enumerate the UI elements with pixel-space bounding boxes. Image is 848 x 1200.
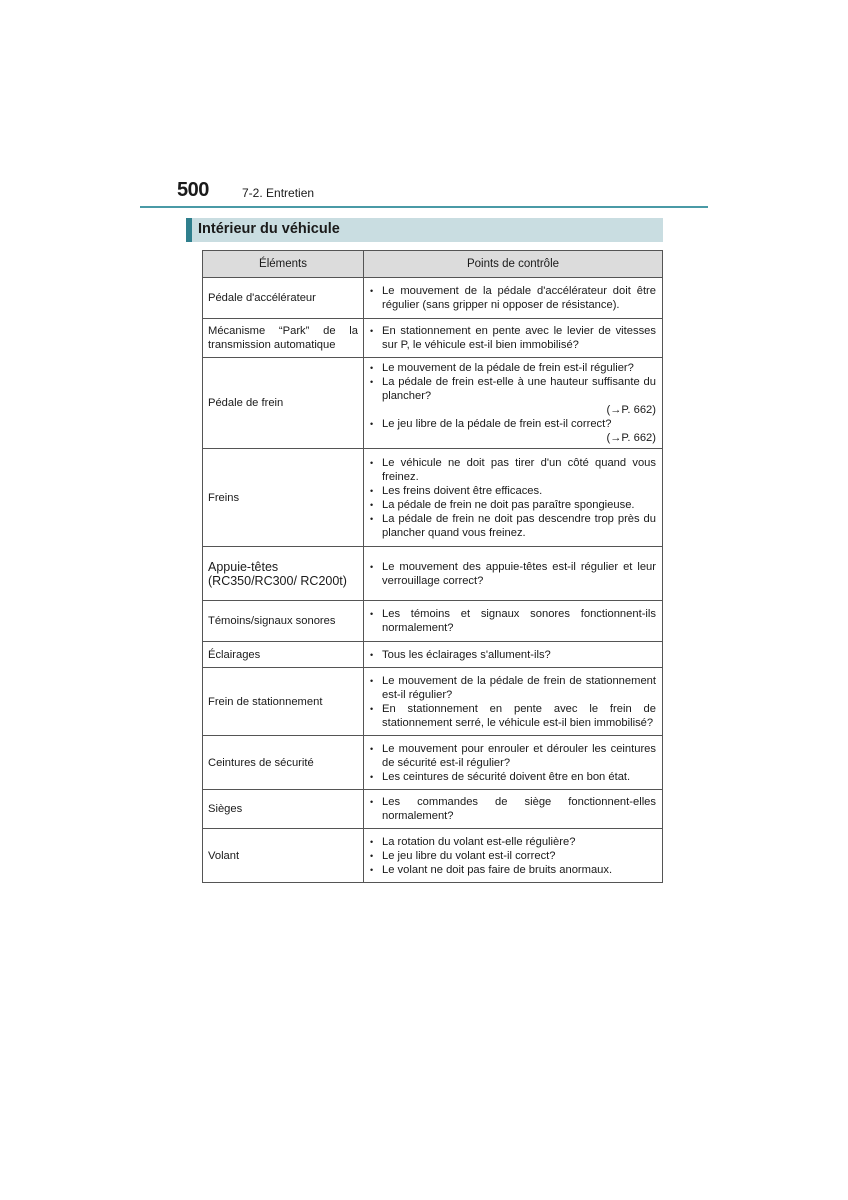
check-point: • En stationnement en pente avec le levier de vitesses sur P, le véhicule est-il bien immobilisé? (368, 324, 656, 352)
table-row (203, 358, 663, 449)
row-points (364, 278, 663, 319)
row-item: Frein de stationnement (203, 668, 364, 736)
row-points (364, 449, 663, 547)
check-point: • Le mouvement de la pédale d'accélérateur doit être régulier (sans gripper ni opposer de résistance). (368, 284, 656, 312)
table-row (203, 642, 663, 668)
row-points (364, 736, 663, 790)
check-point: • Les commandes de siège fonctionnent-elles normalement? (368, 795, 656, 823)
column-header-items: Éléments (203, 251, 364, 278)
check-point: • Le mouvement de la pédale de frein de stationnement est-il régulier? (368, 674, 656, 702)
row-points (364, 829, 663, 883)
row-item: Freins (203, 449, 364, 547)
row-points (364, 668, 663, 736)
check-point: • Les ceintures de sécurité doivent être en bon état. (368, 770, 656, 784)
row-item: Éclairages (203, 642, 364, 668)
check-point: • Les freins doivent être efficaces. (368, 484, 656, 498)
table-row (203, 736, 663, 790)
check-point-text: La pédale de frein est-elle à une hauteur suffisante du plancher? (382, 376, 656, 402)
check-point: • Le mouvement de la pédale de frein est-il régulier? (368, 361, 656, 375)
check-point: • Le mouvement pour enrouler et dérouler les ceintures de sécurité est-il régulier? (368, 742, 656, 770)
check-point: • La pédale de frein ne doit pas descendre trop près du plancher quand vous freinez. (368, 512, 656, 540)
table-row (203, 829, 663, 883)
page-reference: (→P. 662) (606, 404, 656, 416)
check-point: • En stationnement en pente avec le frein de stationnement serré, le véhicule est-il bien immobilisé? (368, 702, 656, 730)
table-row (203, 601, 663, 642)
check-point: • Les témoins et signaux sonores fonctionnent-ils normalement? (368, 607, 656, 635)
row-item: Sièges (203, 790, 364, 829)
check-point: • Tous les éclairages s'allument-ils? (368, 648, 656, 662)
table-row (203, 790, 663, 829)
table-header-row (203, 251, 663, 278)
check-point: • Le volant ne doit pas faire de bruits anormaux. (368, 863, 656, 877)
column-header-points: Points de contrôle (364, 251, 663, 278)
subsection-title: Intérieur du véhicule (198, 221, 340, 237)
row-item (203, 319, 364, 358)
row-points (364, 790, 663, 829)
inspection-table (202, 250, 663, 883)
row-item: Pédale d'accélérateur (203, 278, 364, 319)
subsection-header (186, 218, 663, 242)
row-points (364, 601, 663, 642)
row-item: Appuie-têtes (RC350/RC300/ RC200t) (203, 547, 364, 601)
check-point (368, 375, 656, 417)
row-points (364, 642, 663, 668)
row-item: Ceintures de sécurité (203, 736, 364, 790)
table-row (203, 319, 663, 358)
row-item-text: Mécanisme “Park” de la transmission automatique (208, 325, 358, 351)
row-points (364, 547, 663, 601)
check-point-text: Le jeu libre de la pédale de frein est-il correct? (382, 418, 612, 430)
check-point: • La pédale de frein ne doit pas paraître spongieuse. (368, 498, 656, 512)
subsection-accent-bar (186, 218, 192, 242)
check-point: • La rotation du volant est-elle régulière? (368, 835, 656, 849)
page-reference: (→P. 662) (606, 432, 656, 444)
header-rule (140, 206, 708, 208)
row-item: Témoins/signaux sonores (203, 601, 364, 642)
row-points (364, 319, 663, 358)
check-point (368, 417, 656, 445)
table-row (203, 547, 663, 601)
section-label: 7-2. Entretien (242, 186, 315, 200)
table-row (203, 668, 663, 736)
row-item: Pédale de frein (203, 358, 364, 449)
row-points (364, 358, 663, 449)
page-number: 500 (177, 179, 209, 201)
check-point: • Le jeu libre du volant est-il correct? (368, 849, 656, 863)
row-item: Volant (203, 829, 364, 883)
table-row (203, 278, 663, 319)
table-row (203, 449, 663, 547)
check-point: • Le mouvement des appuie-têtes est-il régulier et leur verrouillage correct? (368, 560, 656, 588)
check-point: • Le véhicule ne doit pas tirer d'un côté quand vous freinez. (368, 456, 656, 484)
